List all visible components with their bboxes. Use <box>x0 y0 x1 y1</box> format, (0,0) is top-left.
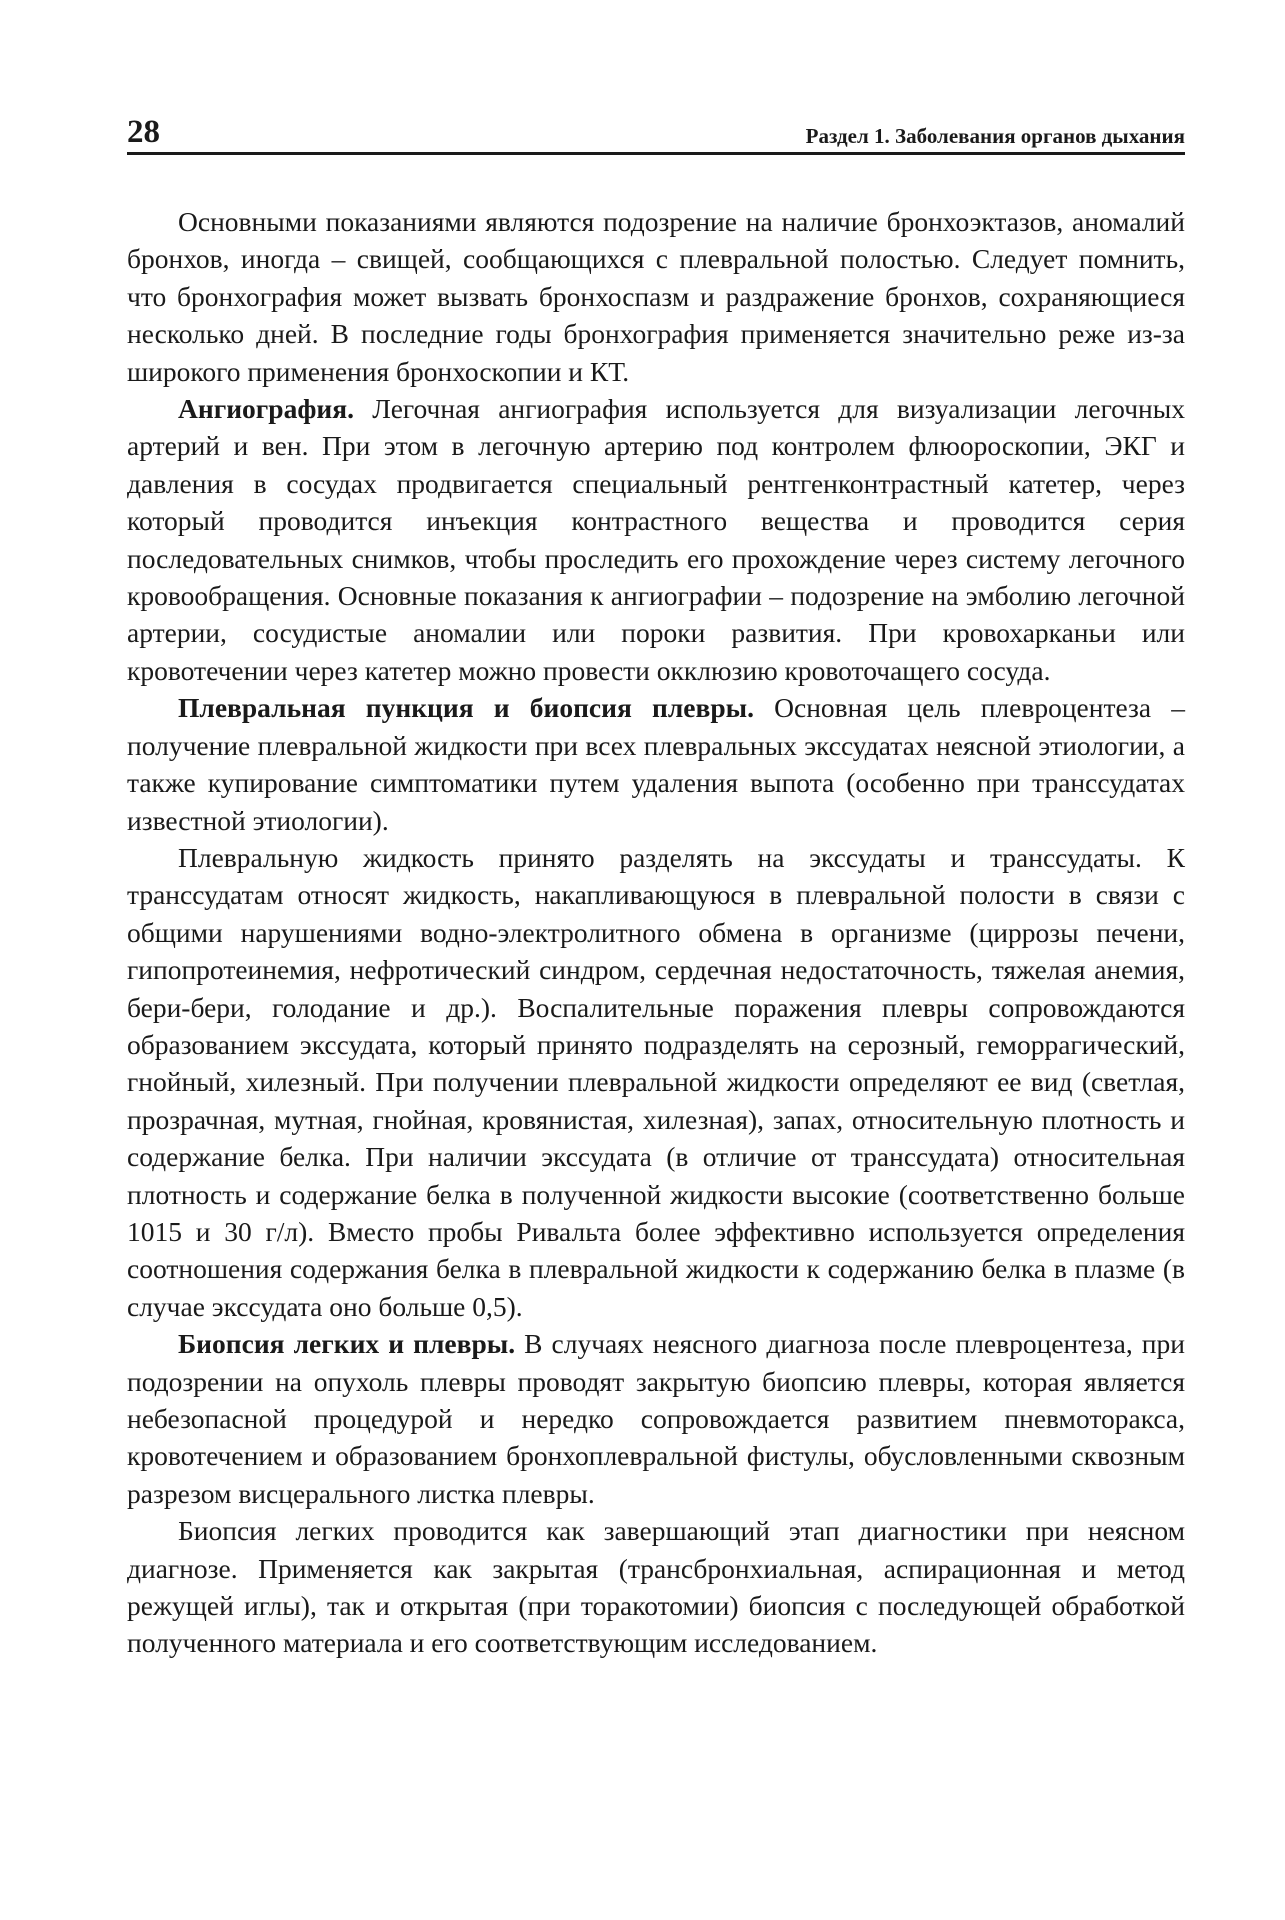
paragraph-angiography <box>127 390 1185 689</box>
paragraph-text: В случаях неясного диагноза после плевроцентеза, при подозрении на опухоль плевры проводят закрытую биопсию плевры, которая является небезопасной процедурой и нередко сопровождается развитием пневмоторакса, кровотечением и образованием бронхоплевральной фистулы, обусловленными сквозным разрезом висцерального листка плевры. <box>127 1328 1185 1509</box>
paragraph-text: Легочная ангиография используется для визуализации легочных артерий и вен. При этом в легочную артерию под контролем флюороскопии, ЭКГ и давления в сосудах продвигается специальный рентгенконтрастный катетер, через который проводится инъекция контрастного вещества и проводится серия последовательных снимков, чтобы проследить его прохождение через систему легочного кровообращения. Основные показания к ангиографии – подозрение на эмболию легочной артерии, сосудистые аномалии или пороки развития. При кровохарканьи или кровотечении через катетер можно провести окклюзию кровоточащего сосуда. <box>127 393 1185 686</box>
paragraph-lung-pleura-biopsy <box>127 1325 1185 1512</box>
paragraph-text: Основными показаниями являются подозрение на наличие бронхоэктазов, аномалий бронхов, иногда – свищей, сообщающихся с плевральной полостью. Следует помнить, что бронхография может вызвать бронхоспазм и раздражение бронхов, сохраняющиеся несколько дней. В последние годы бронхография применяется значительно реже из-за широкого применения бронхоскопии и КТ. <box>127 206 1185 387</box>
paragraph-lead: Плевральная пункция и биопсия плевры. <box>178 692 754 724</box>
body-text <box>127 203 1185 1662</box>
paragraph-text: Биопсия легких проводится как завершающий этап диагностики при неясном диагнозе. Применяется как закрытая (трансбронхиальная, аспирационная и метод режущей иглы), так и открытая (при торакотомии) биопсия с последующей обработкой полученного материала и его соответствующим исследованием. <box>127 1515 1185 1659</box>
paragraph-text: Основная цель плевроцентеза – получение плевральной жидкости при всех плевральных экссудатах неясной этиологии, а также купирование симптоматики путем удаления выпота (особенно при транссудатах известной этиологии). <box>127 692 1185 836</box>
paragraph-pleural-puncture <box>127 689 1185 839</box>
paragraph-text: Плевральную жидкость принято разделять на экссудаты и транссудаты. К транссудатам относят жидкость, накапливающуюся в плевральной полости в связи с общими нарушениями водно-электролитного обмена в организме (циррозы печени, гипопротеинемия, нефротический синдром, сердечная недостаточность, тяжелая анемия, бери-бери, голодание и др.). Воспалительные поражения плевры сопровождаются образованием экссудата, который принято подразделять на серозный, геморрагический, гнойный, хилезный. При получении плевральной жидкости определяют ее вид (светлая, прозрачная, мутная, гнойная, кровянистая, хилезная), запах, относительную плотность и содержание белка. При наличии экссудата (в отличие от транссудата) относительная плотность и содержание белка в полученной жидкости высокие (соответственно больше 1015 и 30 г/л). Вместо пробы Ривальта более эффективно используется определения соотношения содержания белка в плевральной жидкости к содержанию белка в плазме (в случае экссудата оно больше 0,5). <box>127 841 1185 1322</box>
paragraph-pleural-fluid <box>127 839 1185 1325</box>
page-header <box>127 112 1185 155</box>
running-head: Раздел 1. Заболевания органов дыхания <box>805 124 1185 148</box>
paragraph-bronchography <box>127 203 1185 390</box>
page-number: 28 <box>127 114 160 150</box>
paragraph-lead: Ангиография. <box>178 393 354 425</box>
paragraph-lung-biopsy <box>127 1512 1185 1662</box>
paragraph-lead: Биопсия легких и плевры. <box>178 1328 516 1360</box>
